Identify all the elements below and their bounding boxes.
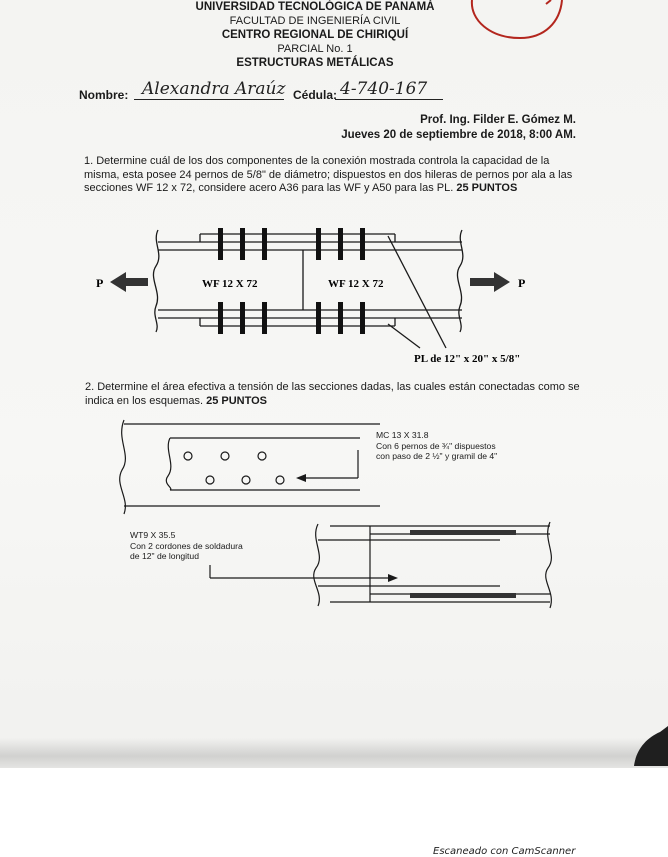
professor-name: Prof. Ing. Filder E. Gómez M. [420,114,576,126]
question-1-text: 1. Determine cuál de los dos componentes de la conexión mostrada controla la capacidad de la misma, esta posee 24 pernos de 5/8" de diámetro; dispuestos en dos hileras de pernos por ala a las secciones WF 12 x 72, considere acero A36 para las WF y A50 para las PL. [84,155,573,194]
name-underline [134,99,284,100]
question-2-text: 2. Determine el área efectiva a tensión de las secciones dadas, las cuales están conectadas como se indica en los esquemas. [85,381,580,407]
question-1 [84,155,580,196]
question-2-points: 25 PUNTOS [206,394,268,407]
section-left-label: WF 12 X 72 [202,278,258,290]
wt-line-2: de 12" de longitud [130,551,199,561]
question-1-points: 25 PUNTOS [456,182,518,194]
channel-title: MC 13 X 31.8 [376,430,429,440]
wt-line-1: Con 2 cordones de soldadura [130,540,243,551]
channel-spec [376,430,497,462]
load-arrow-right [470,272,510,292]
connection-diagram [90,220,590,370]
weld-bottom [410,593,516,598]
exam-title: PARCIAL No. 1 [277,43,353,55]
section-right-label: WF 12 X 72 [328,278,384,290]
student-name: Alexandra Araúz [142,79,286,99]
exam-date: Jueves 20 de septiembre de 2018, 8:00 AM. [341,129,576,141]
load-left-label: P [96,276,104,290]
scanner-watermark: Escaneado con CamScanner [433,846,576,857]
question-2 [85,381,581,408]
wt-diagram [200,520,600,610]
corner-mark [620,726,668,770]
id-label: Cédula: [293,88,338,102]
university-title: UNIVERSIDAD TECNOLÓGICA DE PANAMÁ [195,1,435,13]
page-bottom-edge [0,738,668,768]
channel-line-2: con paso de 2 ½" y gramil de 4" [376,451,498,461]
center-title: CENTRO REGIONAL DE CHIRIQUÍ [221,29,409,41]
id-underline [335,99,443,100]
weld-top [410,530,516,535]
channel-diagram [110,410,380,520]
wt-title: WT9 X 35.5 [130,530,176,540]
course-title: ESTRUCTURAS METÁLICAS [236,57,394,69]
load-arrow-left [110,272,148,292]
channel-line-1: Con 6 pernos de ¾" dispuestos [376,440,496,451]
name-label: Nombre: [79,88,129,102]
faculty-title: FACULTAD DE INGENIERÍA CIVIL [229,15,401,27]
student-id: 4-740-167 [340,79,428,99]
load-right-label: P [518,276,526,290]
plate-label: PL de 12" x 20" x 5/8" [414,353,521,365]
